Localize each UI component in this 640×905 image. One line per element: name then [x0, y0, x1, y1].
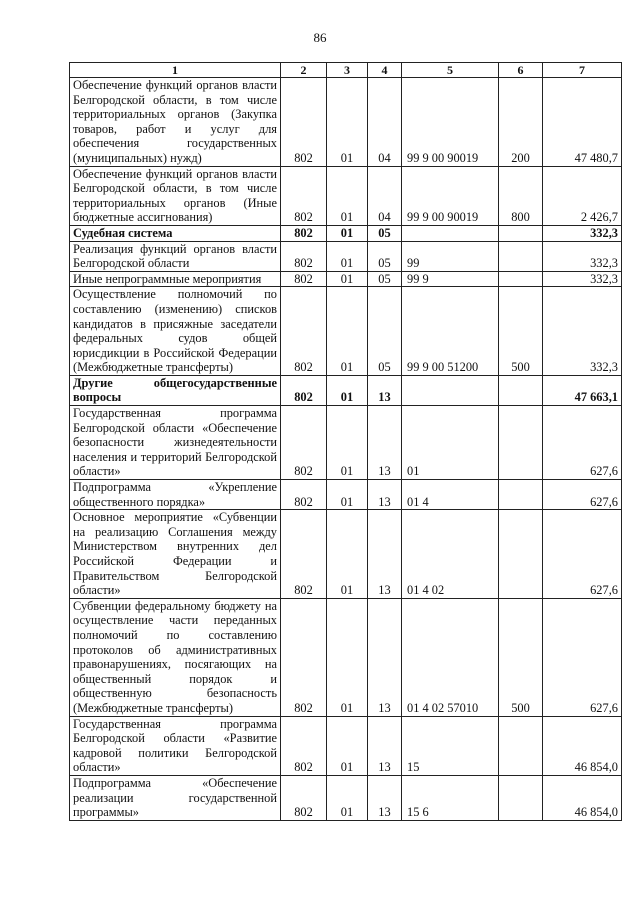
- target-article-cell: 99 9: [402, 271, 499, 287]
- section-cell: 01: [327, 287, 368, 376]
- expense-type-cell: [499, 716, 543, 775]
- table-row: [70, 78, 622, 167]
- subsection-cell: 13: [368, 375, 402, 405]
- subsection-cell: 04: [368, 166, 402, 225]
- table-row: [70, 510, 622, 599]
- admin-code-cell: 802: [281, 716, 327, 775]
- amount-cell: 46 854,0: [543, 716, 622, 775]
- admin-code-cell: 802: [281, 166, 327, 225]
- amount-cell: 46 854,0: [543, 775, 622, 820]
- subsection-cell: 05: [368, 287, 402, 376]
- table-row: [70, 166, 622, 225]
- subsection-cell: 13: [368, 716, 402, 775]
- target-article-cell: 01 4 02: [402, 510, 499, 599]
- section-cell: 01: [327, 598, 368, 716]
- expense-type-cell: [499, 271, 543, 287]
- target-article-cell: 15 6: [402, 775, 499, 820]
- amount-cell: 332,3: [543, 271, 622, 287]
- admin-code-cell: 802: [281, 775, 327, 820]
- section-cell: 01: [327, 716, 368, 775]
- column-header: 3: [327, 63, 368, 78]
- row-name-cell: Судебная система: [70, 225, 281, 241]
- section-cell: 01: [327, 375, 368, 405]
- target-article-cell: 01: [402, 406, 499, 480]
- table-row: [70, 598, 622, 716]
- expense-type-cell: [499, 775, 543, 820]
- section-cell: 01: [327, 406, 368, 480]
- section-cell: 01: [327, 775, 368, 820]
- amount-cell: 332,3: [543, 241, 622, 271]
- section-cell: 01: [327, 510, 368, 599]
- subsection-cell: 13: [368, 510, 402, 599]
- section-cell: 01: [327, 78, 368, 167]
- table-row: [70, 716, 622, 775]
- target-article-cell: 99: [402, 241, 499, 271]
- row-name-cell: Обеспечение функций органов власти Белгородской области, в том числе территориальных органов (Закупка товаров, работ и услуг для обеспечения государственных (муниципальных) нужд): [70, 78, 281, 167]
- admin-code-cell: 802: [281, 598, 327, 716]
- target-article-cell: 99 9 00 51200: [402, 287, 499, 376]
- expense-type-cell: [499, 480, 543, 510]
- table-row: [70, 375, 622, 405]
- target-article-cell: 15: [402, 716, 499, 775]
- section-cell: 01: [327, 271, 368, 287]
- table-row: [70, 775, 622, 820]
- target-article-cell: 01 4: [402, 480, 499, 510]
- row-name-cell: Реализация функций органов власти Белгородской области: [70, 241, 281, 271]
- amount-cell: 332,3: [543, 225, 622, 241]
- amount-cell: 47 480,7: [543, 78, 622, 167]
- amount-cell: 2 426,7: [543, 166, 622, 225]
- section-cell: 01: [327, 480, 368, 510]
- table-row: [70, 287, 622, 376]
- subsection-cell: 05: [368, 241, 402, 271]
- subsection-cell: 13: [368, 480, 402, 510]
- admin-code-cell: 802: [281, 225, 327, 241]
- admin-code-cell: 802: [281, 271, 327, 287]
- row-name-cell: Основное мероприятие «Субвенции на реализацию Соглашения между Министерством внутренних дел Российской Федерации и Правительством Белгородской области»: [70, 510, 281, 599]
- row-name-cell: Подпрограмма «Укрепление общественного порядка»: [70, 480, 281, 510]
- expense-type-cell: 500: [499, 287, 543, 376]
- section-cell: 01: [327, 241, 368, 271]
- subsection-cell: 13: [368, 775, 402, 820]
- admin-code-cell: 802: [281, 406, 327, 480]
- budget-table: [69, 62, 622, 821]
- subsection-cell: 13: [368, 406, 402, 480]
- subsection-cell: 05: [368, 271, 402, 287]
- admin-code-cell: 802: [281, 241, 327, 271]
- expense-type-cell: [499, 510, 543, 599]
- admin-code-cell: 802: [281, 287, 327, 376]
- row-name-cell: Обеспечение функций органов власти Белгородской области, в том числе территориальных органов (Иные бюджетные ассигнования): [70, 166, 281, 225]
- column-header: 4: [368, 63, 402, 78]
- admin-code-cell: 802: [281, 78, 327, 167]
- amount-cell: 332,3: [543, 287, 622, 376]
- subsection-cell: 04: [368, 78, 402, 167]
- row-name-cell: Подпрограмма «Обеспечение реализации государственной программы»: [70, 775, 281, 820]
- expense-type-cell: [499, 241, 543, 271]
- subsection-cell: 05: [368, 225, 402, 241]
- target-article-cell: [402, 225, 499, 241]
- table-row: [70, 271, 622, 287]
- table-row: [70, 406, 622, 480]
- column-header: 6: [499, 63, 543, 78]
- table-body: [70, 78, 622, 821]
- column-header: 5: [402, 63, 499, 78]
- amount-cell: 627,6: [543, 510, 622, 599]
- amount-cell: 627,6: [543, 480, 622, 510]
- target-article-cell: 01 4 02 57010: [402, 598, 499, 716]
- table-row: [70, 480, 622, 510]
- table-header-row: [70, 63, 622, 78]
- row-name-cell: Государственная программа Белгородской области «Развитие кадровой политики Белгородской области»: [70, 716, 281, 775]
- row-name-cell: Иные непрограммные мероприятия: [70, 271, 281, 287]
- target-article-cell: 99 9 00 90019: [402, 78, 499, 167]
- expense-type-cell: [499, 225, 543, 241]
- section-cell: 01: [327, 166, 368, 225]
- expense-type-cell: [499, 406, 543, 480]
- column-header: 1: [70, 63, 281, 78]
- amount-cell: 47 663,1: [543, 375, 622, 405]
- admin-code-cell: 802: [281, 480, 327, 510]
- column-header: 2: [281, 63, 327, 78]
- page-number: 86: [313, 30, 327, 45]
- amount-cell: 627,6: [543, 598, 622, 716]
- subsection-cell: 13: [368, 598, 402, 716]
- row-name-cell: Государственная программа Белгородской области «Обеспечение безопасности жизнедеятельности населения и территорий Белгородской области»: [70, 406, 281, 480]
- target-article-cell: 99 9 00 90019: [402, 166, 499, 225]
- target-article-cell: [402, 375, 499, 405]
- column-header: 7: [543, 63, 622, 78]
- row-name-cell: Другие общегосударственные вопросы: [70, 375, 281, 405]
- section-cell: 01: [327, 225, 368, 241]
- amount-cell: 627,6: [543, 406, 622, 480]
- table-row: [70, 225, 622, 241]
- admin-code-cell: 802: [281, 510, 327, 599]
- expense-type-cell: 500: [499, 598, 543, 716]
- expense-type-cell: [499, 375, 543, 405]
- row-name-cell: Субвенции федеральному бюджету на осуществление части переданных полномочий по составлению протоколов об административных правонарушениях, посягающих на общественный порядок и общественную безопасность (Межбюджетные трансферты): [70, 598, 281, 716]
- expense-type-cell: 800: [499, 166, 543, 225]
- row-name-cell: Осуществление полномочий по составлению (изменению) списков кандидатов в присяжные заседатели федеральных судов общей юрисдикции в Российской Федерации (Межбюджетные трансферты): [70, 287, 281, 376]
- expense-type-cell: 200: [499, 78, 543, 167]
- admin-code-cell: 802: [281, 375, 327, 405]
- table-row: [70, 241, 622, 271]
